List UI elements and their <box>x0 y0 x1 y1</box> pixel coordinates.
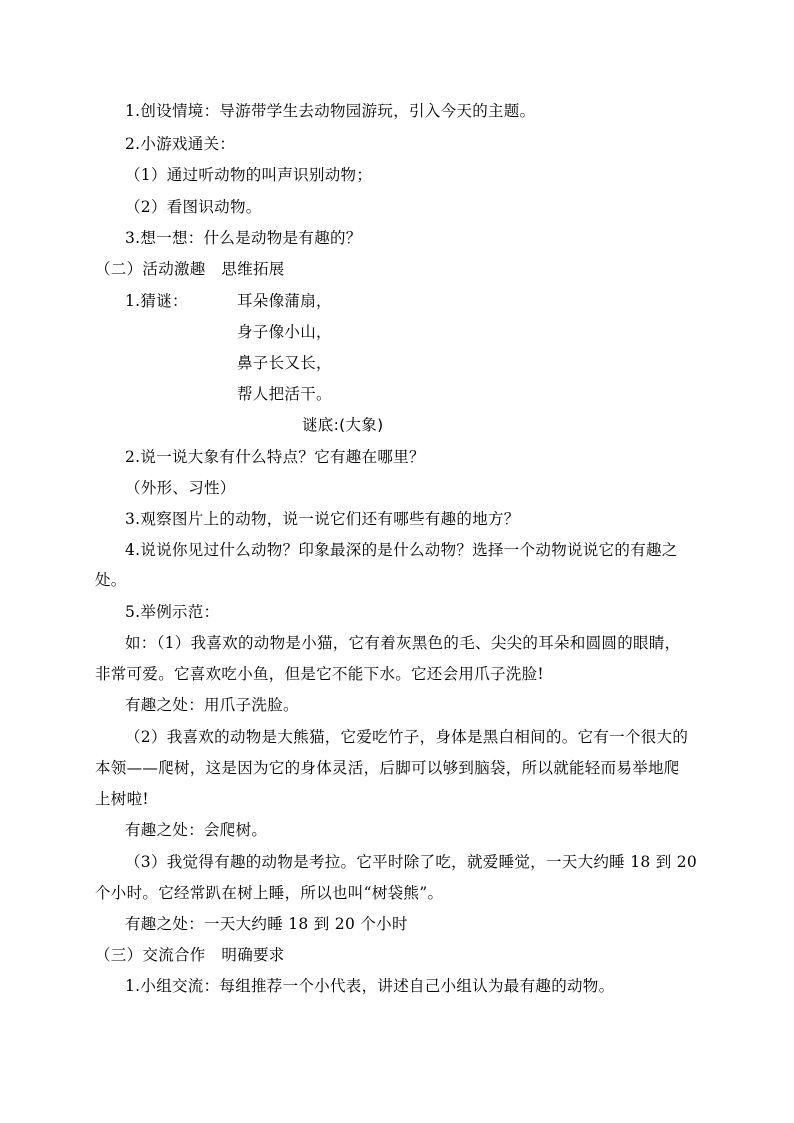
riddle-line: 耳朵像蒲扇， <box>237 292 332 310</box>
paragraph-line: 有趣之处：会爬树。 <box>125 821 268 839</box>
paragraph-line: 有趣之处：用爪子洗脸。 <box>125 696 299 714</box>
paragraph-line: 3.想一想：什么是动物是有趣的？ <box>125 229 362 247</box>
paragraph-line: （3）我觉得有趣的动物是考拉。它平时除了吃，就爱睡觉，一天大约睡 18 到 20 <box>125 853 698 871</box>
paragraph-line: 3.观察图片上的动物，说一说它们还有哪些有趣的地方？ <box>125 510 520 528</box>
paragraph-line: 上树啦! <box>95 790 149 808</box>
riddle-line: 帮人把活干。 <box>237 385 332 403</box>
paragraph-line: 如：（1）我喜欢的动物是小猫，它有着灰黑色的毛、尖尖的耳朵和圆圆的眼睛， <box>125 634 681 652</box>
paragraph-line: 1.猜谜： <box>125 292 188 310</box>
paragraph-line: （1）通过听动物的叫声识别动物； <box>125 166 373 184</box>
section-heading: （三）交流合作 明确要求 <box>95 946 285 964</box>
paragraph-line: 有趣之处：一天大约睡 18 到 20 个小时 <box>125 915 408 933</box>
paragraph-line: 4.说说你见过什么动物？印象最深的是什么动物？选择一个动物说说它的有趣之 <box>125 541 678 559</box>
riddle-line: 鼻子长又长， <box>237 354 332 372</box>
paragraph-line: 1.小组交流：每组推荐一个小代表，讲述自己小组认为最有趣的动物。 <box>125 977 615 995</box>
section-heading: （二）活动激趣 思维拓展 <box>95 260 285 278</box>
paragraph-line: （外形、习性） <box>125 479 236 497</box>
paragraph-line: 2.小游戏通关： <box>125 135 236 153</box>
paragraph-line: 2.说一说大象有什么特点？它有趣在哪里？ <box>125 448 425 466</box>
riddle-line: 身子像小山， <box>237 323 332 341</box>
paragraph-line: （2）看图识动物。 <box>125 198 262 216</box>
paragraph-line: 个小时。它经常趴在树上睡，所以也叫“树袋熊”。 <box>95 884 444 902</box>
paragraph-line: 非常可爱。它喜欢吃小鱼，但是它不能下水。它还会用爪子洗脸! <box>95 665 544 683</box>
paragraph-line: 5.举例示范： <box>125 603 220 621</box>
paragraph-line: 1.创设情境：导游带学生去动物园游玩，引入今天的主题。 <box>125 102 536 120</box>
paragraph-line: （2）我喜欢的动物是大熊猫，它爱吃竹子，身体是黑白相间的。它有一个很大的 <box>125 728 689 746</box>
paragraph-line: 本领——爬树，这是因为它的身体灵活，后脚可以够到脑袋，所以就能轻而易举地爬 <box>95 759 680 777</box>
paragraph-line: 处。 <box>95 571 127 589</box>
riddle-answer: 谜底:(大象) <box>302 416 384 434</box>
